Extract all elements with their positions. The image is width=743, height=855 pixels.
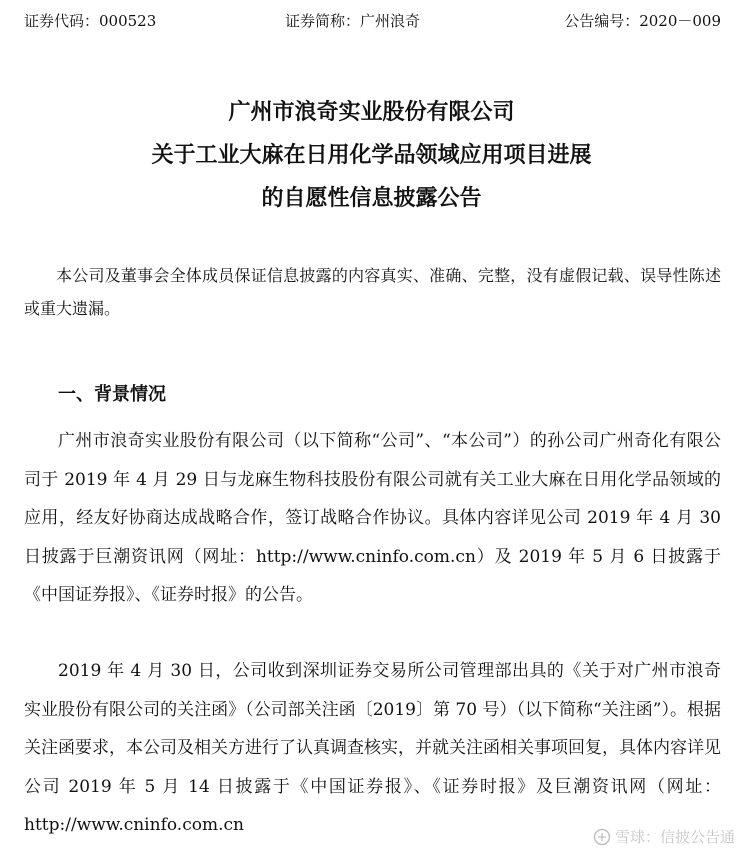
header-announcement-number: 公告编号：2020－009 xyxy=(564,12,721,30)
section-heading-background: 一、背景情况 xyxy=(58,384,166,405)
snowball-logo-icon xyxy=(593,828,611,846)
header-stock-name: 证券简称：广州浪奇 xyxy=(285,12,421,30)
background-paragraph-2: 2019 年 4 月 30 日，公司收到深圳证券交易所公司管理部出具的《关于对广州市浪奇实业股份有限公司的关注函》（公司部关注函〔2019〕第 70 号）（以下简称“关注函”）。根据关注函要求，本公司及相关方进行了认真调查核实，并就关注函相关事项回复，具体内容详见公司 2019 年 5 月 14 日披露于《中国证券报》、《证券时报》及巨潮资讯网（网址：http://www.cninfo.com.cn xyxy=(24,661,721,836)
header-stock-code: 证券代码：000523 xyxy=(24,12,157,30)
title-company-name: 广州市浪奇实业股份有限公司 xyxy=(228,99,515,125)
watermark xyxy=(593,826,735,847)
watermark-text: 雪球：信披公告通 xyxy=(614,828,735,846)
title-subject-line: 关于工业大麻在日用化学品领域应用项目进展 xyxy=(151,142,592,168)
title-announcement-type: 的自愿性信息披露公告 xyxy=(261,185,482,211)
disclosure-notice: 本公司及董事会全体成员保证信息披露的内容真实、准确、完整，没有虚假记载、误导性陈述或重大遗漏。 xyxy=(24,266,721,318)
background-paragraph-1: 广州市浪奇实业股份有限公司（以下简称“公司”、“本公司”）的孙公司广州奇化有限公司于 2019 年 4 月 29 日与龙麻生物科技股份有限公司就有关工业大麻在日用化学品领域的应用，经友好协商达成战略合作，签订战略合作协议。具体内容详见公司 2019 年 4 月 30 日披露于巨潮资讯网（网址：http://www.cninfo.com.cn）及 2019 年 5 月 6 日披露于《中国证券报》、《证券时报》的公告。 xyxy=(24,431,721,606)
